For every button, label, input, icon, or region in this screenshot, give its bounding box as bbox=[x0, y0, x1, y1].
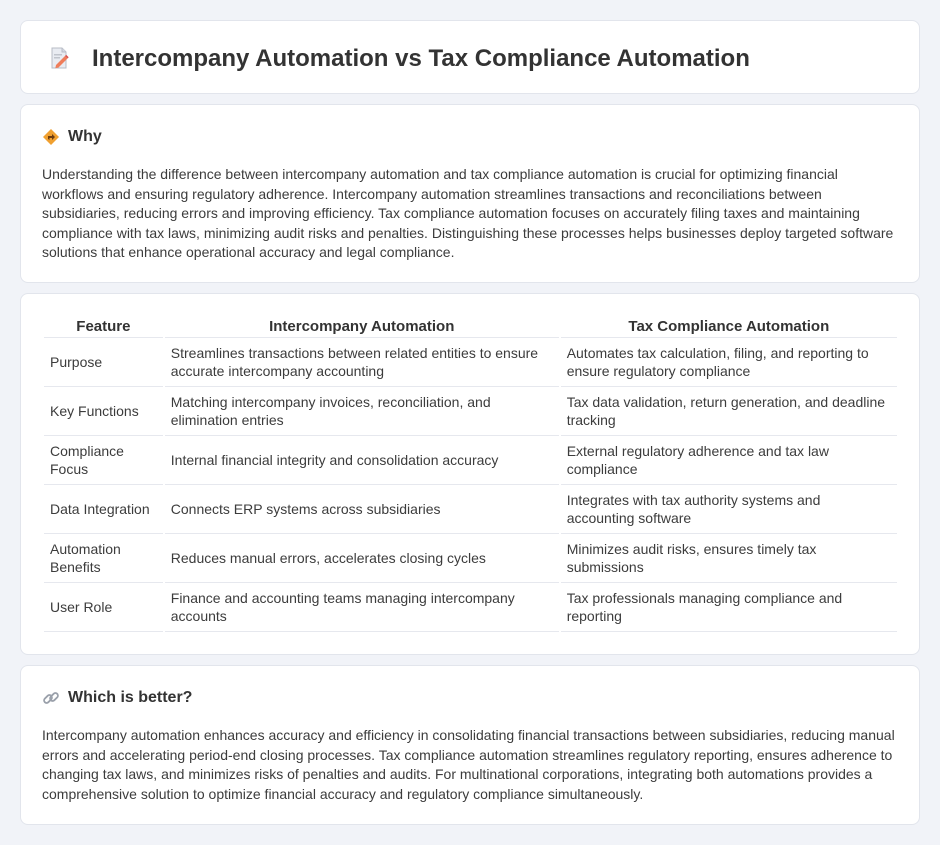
column-header: Intercompany Automation bbox=[165, 316, 559, 338]
feature-cell: Key Functions bbox=[44, 387, 163, 436]
feature-cell: Data Integration bbox=[44, 485, 163, 534]
column-header: Tax Compliance Automation bbox=[561, 316, 897, 338]
intercompany-cell: Streamlines transactions between related entities to ensure accurate intercompany accounting bbox=[165, 338, 559, 387]
tax-compliance-cell: Tax professionals managing compliance and reporting bbox=[561, 583, 897, 632]
intercompany-cell: Reduces manual errors, accelerates closing cycles bbox=[165, 534, 559, 583]
table-header-row bbox=[44, 316, 897, 338]
feature-cell: Compliance Focus bbox=[44, 436, 163, 485]
intercompany-cell: Finance and accounting teams managing intercompany accounts bbox=[165, 583, 559, 632]
header-card bbox=[20, 20, 920, 94]
table-row bbox=[44, 338, 897, 387]
why-section bbox=[20, 104, 920, 283]
feature-cell: User Role bbox=[44, 583, 163, 632]
intercompany-cell: Matching intercompany invoices, reconciliation, and elimination entries bbox=[165, 387, 559, 436]
tax-compliance-cell: Tax data validation, return generation, and deadline tracking bbox=[561, 387, 897, 436]
diamond-direction-icon bbox=[42, 128, 60, 146]
tax-compliance-cell: Automates tax calculation, filing, and reporting to ensure regulatory compliance bbox=[561, 338, 897, 387]
table-row bbox=[44, 534, 897, 583]
why-text: Understanding the difference between intercompany automation and tax compliance automation is crucial for optimizing financial workflows and ensuring regulatory adherence. Intercompany automation streamlines transactions and reconciliations between subsidiaries, reducing errors and improving efficiency. Tax compliance automation focuses on accurately filing taxes and maintaining compliance with tax laws, minimizing audit risks and penalties. Distinguishing these processes helps businesses deploy targeted software solutions that enhance operational accuracy and legal compliance. bbox=[42, 166, 894, 260]
table-row bbox=[44, 436, 897, 485]
tax-compliance-cell: Minimizes audit risks, ensures timely tax submissions bbox=[561, 534, 897, 583]
intercompany-cell: Internal financial integrity and consolidation accuracy bbox=[165, 436, 559, 485]
link-icon bbox=[42, 689, 60, 707]
tax-compliance-cell: External regulatory adherence and tax law compliance bbox=[561, 436, 897, 485]
table-row bbox=[44, 387, 897, 436]
comparison-table bbox=[42, 316, 899, 632]
intercompany-cell: Connects ERP systems across subsidiaries bbox=[165, 485, 559, 534]
page-title: Intercompany Automation vs Tax Compliance Automation bbox=[92, 45, 750, 72]
feature-cell: Purpose bbox=[44, 338, 163, 387]
comparison-section bbox=[20, 293, 920, 655]
feature-cell: Automation Benefits bbox=[44, 534, 163, 583]
why-heading: Why bbox=[68, 128, 102, 145]
which-is-better-text: Intercompany automation enhances accuracy and efficiency in consolidating financial transactions between subsidiaries, reducing manual errors and accelerating period-end closing processes. Tax compliance automation streamlines regulatory reporting, ensures adherence to changing tax laws, and minimizes risks of penalties and audits. For multinational corporations, integrating both automations provides a comprehensive solution to optimize financial accuracy and regulatory compliance simultaneously. bbox=[42, 727, 895, 802]
table-row bbox=[44, 583, 897, 632]
tax-compliance-cell: Integrates with tax authority systems and accounting software bbox=[561, 485, 897, 534]
table-row bbox=[44, 485, 897, 534]
which-is-better-heading: Which is better? bbox=[68, 689, 193, 706]
document-edit-icon bbox=[47, 46, 71, 70]
column-header: Feature bbox=[44, 316, 163, 338]
which-is-better-section bbox=[20, 665, 920, 825]
